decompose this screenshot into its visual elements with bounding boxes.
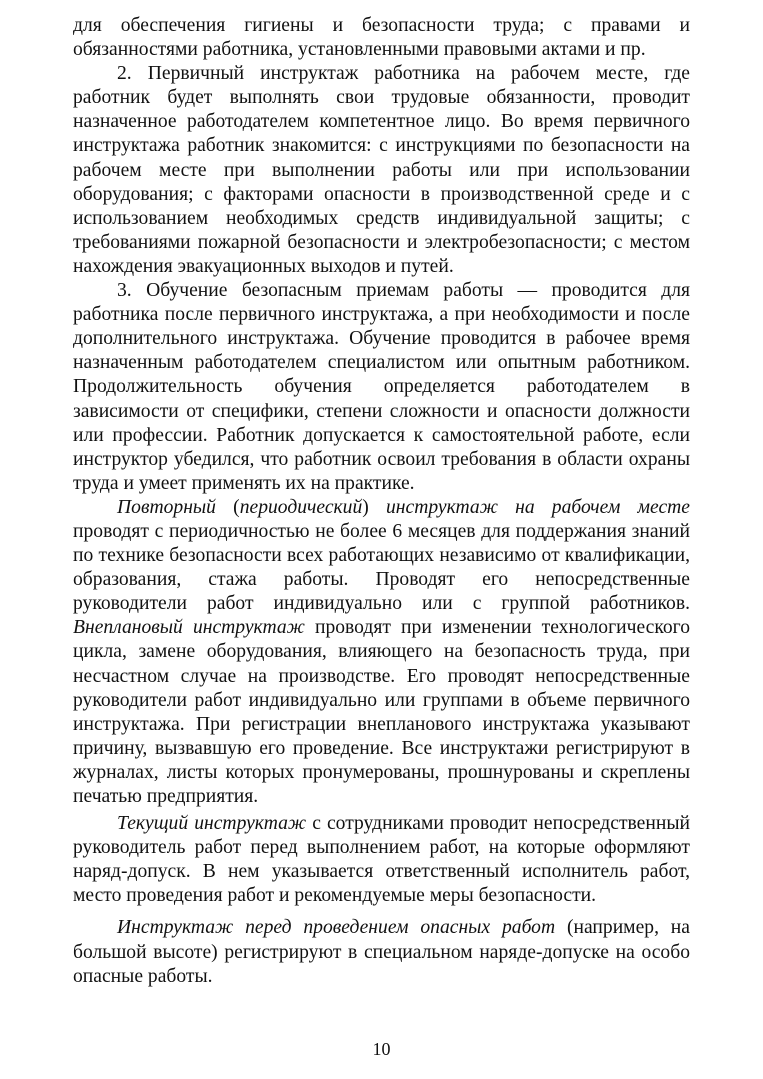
term-hazardous-work-briefing: Инструктаж перед проведением опасных работ [117,917,556,939]
term-periodic: периодический [239,496,363,518]
paragraph-continuation: для обеспечения гигиены и безопасности труда; с правами и обязанностями работника, установленными правовыми актами и пр. [73,15,690,61]
paragraph-repeated-briefing: Повторный (периодический) инструктаж на рабочем месте проводят с периодичностью не более 6 месяцев для поддержания знаний по технике безопасности всех работающих независимо от квалификации, образования, стажа работы. Проводят его непосредственные руководители работ индивидуально или с группой работников. Внеплановый инструктаж проводят при изменении технологического цикла, замене оборудования, влияющего на безопасность труда, при несчастном случае на производстве. Его проводят непосредственные руководители работ индивидуально или группами в объеме первичного инструктажа. При регистрации внепланового инструктажа указывают причину, вызвавшую его проведение. Все инструктажи регистрируют в журналах, листы которых пронумерованы, прошнурованы и скреплены печатью предприятия. [73,496,691,807]
page-body [73,14,690,989]
term-unscheduled-briefing: Внеплановый инструктаж [73,617,305,639]
paragraph-primary-briefing: 2. Первичный инструктаж работника на рабочем месте, где работник будет выполнять свои трудовые обязанности, проводит назначенное работодателем компетентное лицо. Во время первичного инструктажа работник знакомится: с инструкциями по безопасности на рабочем месте при выполнении работы или при использовании оборудования; с факторами опасности в производственной среде и с использованием необходимых средств индивидуальной защиты; с требованиями пожарной безопасности и электробезопасности; с местом нахождения эвакуационных выходов и путей. [73,63,690,277]
term-repeated: Повторный [117,496,216,518]
paragraph-current-briefing: Текущий инструктаж с сотрудниками проводит непосредственный руководитель работ перед выполнением работ, на которые оформляют наряд-допуск. В нем указывается ответственный исполнитель работ, место проведения работ и рекомендуемые меры безопасности. [73,813,690,907]
paragraph-hazardous-work-briefing: Инструктаж перед проведением опасных работ (например, на большой высоте) регистрируют в специальном наряде-допуске на особо опасные работы. [73,917,690,987]
term-current-briefing: Текущий инструктаж [117,813,307,835]
term-workplace-briefing: инструктаж на рабочем месте [386,496,690,518]
page-number: 10 [372,1039,391,1059]
paragraph-safe-methods-training: 3. Обучение безопасным приемам работы — проводится для работника после первичного инструктажа, а при необходимости и после дополнительного инструктажа. Обучение проводится в рабочее время назначенным работодателем специалистом или опытным работником. Продолжительность обучения определяется работодателем в зависимости от специфики, степени сложности и опасности должности или профессии. Работник допускается к самостоятельной работе, если инструктор убедился, что работник освоил требования в области охраны труда и умеет применять их на практике. [73,280,690,494]
